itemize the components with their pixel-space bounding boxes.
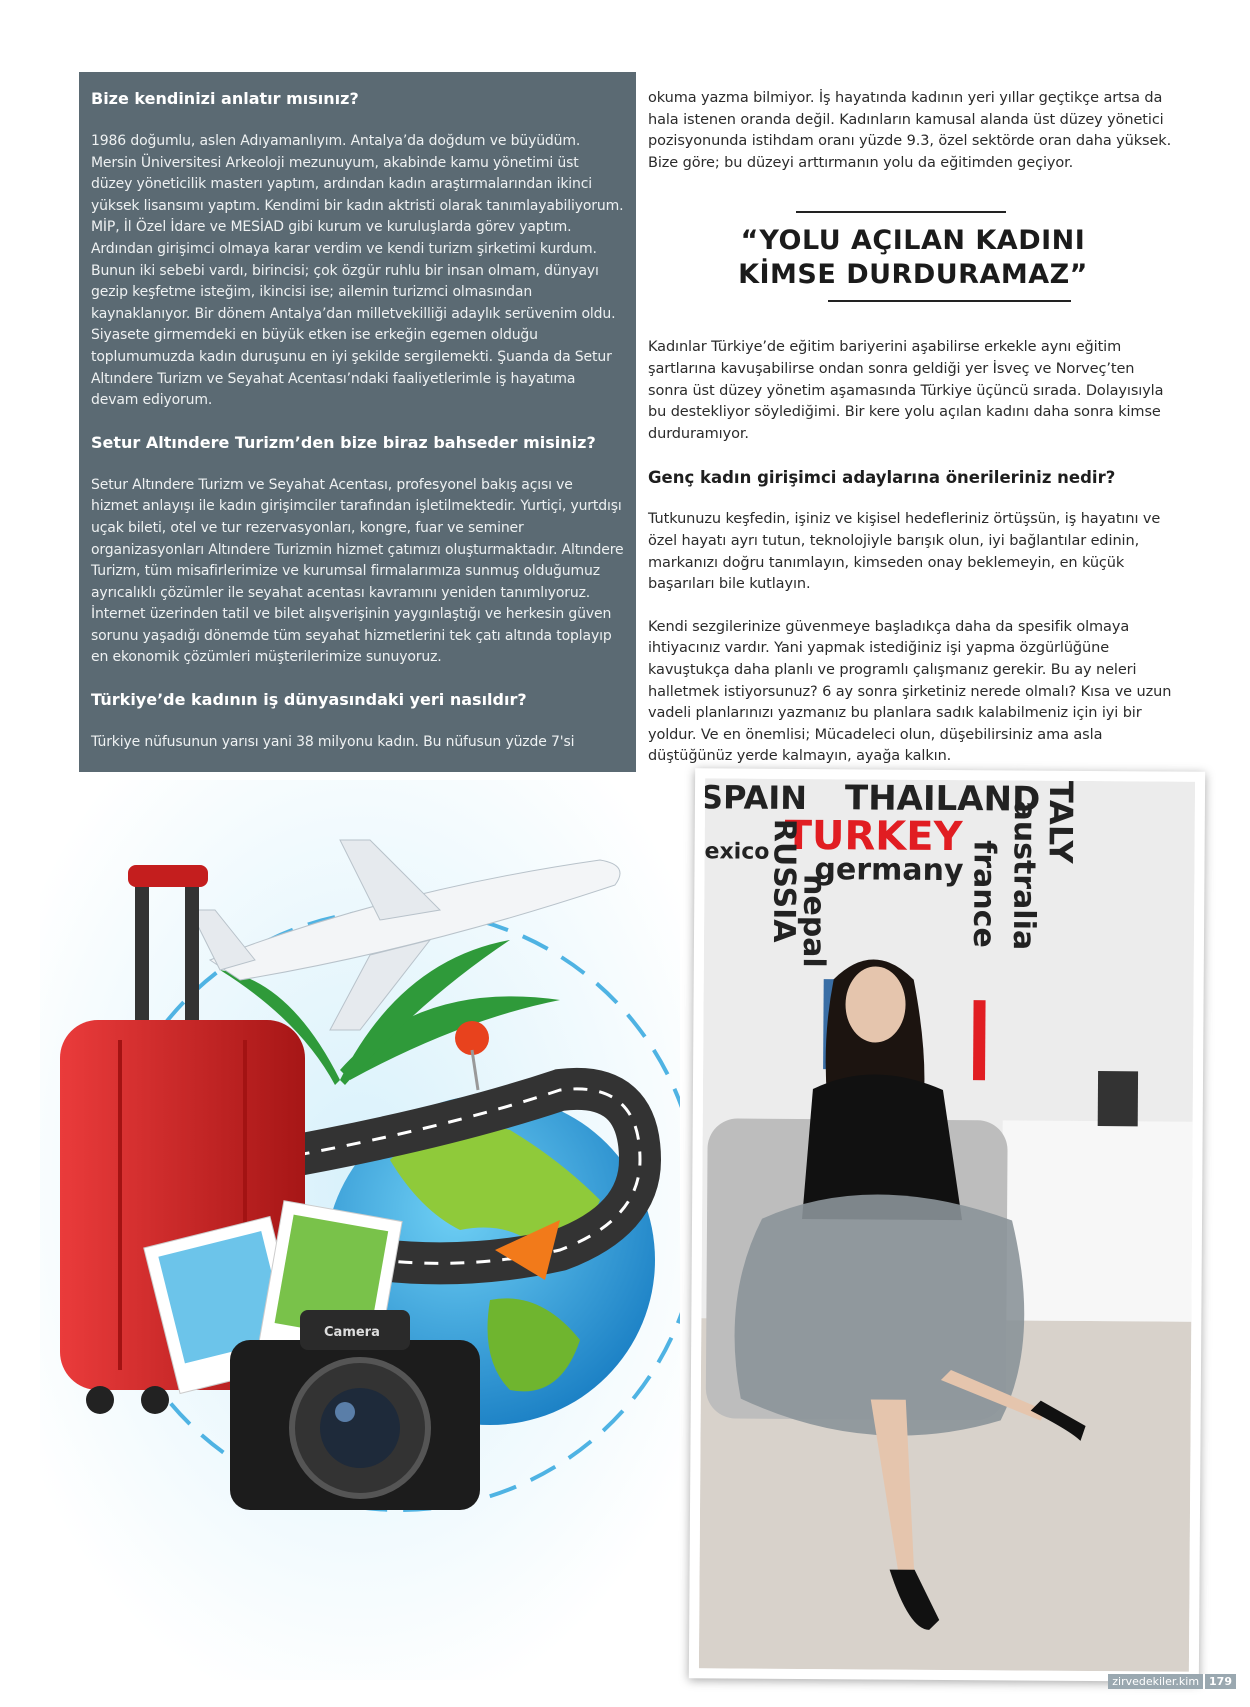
interview-box [79,72,636,772]
quote-rule-bottom [828,300,1071,302]
svg-text:exico: exico [704,839,770,865]
map-pin-icon [455,1021,489,1055]
svg-text:germany: germany [814,852,964,889]
pull-quote [648,196,1178,321]
portrait-photo [699,778,1195,1671]
page-number: 179 [1203,1674,1236,1689]
flag [973,1000,986,1080]
question-heading: Setur Altındere Turizm’den bize biraz bahseder misiniz? [91,432,596,452]
continuation-paragraph: okuma yazma bilmiyor. İş hayatında kadının yeri yıllar geçtikçe artsa da hala istenen oranda değil. Kadınların kamusal alanda üst düzey yönetici pozisyonunda istihdam oranı yüzde 9.3, özel sektörde oran daha yüksek. Bize göre; bu düzeyi arttırmanın yolu da eğitimden geçiyor. [648,90,1172,171]
portrait-photo-frame [689,768,1205,1682]
svg-text:RUSSIA: RUSSIA [765,818,802,943]
answer-paragraph: Setur Altındere Turizm ve Seyahat Acentası, profesyonel bakış açısı ve hizmet anlayışı ile kadın girişimciler tarafından işletilmektedir. Yurtiçi, yurtdışı uçak bileti, otel ve tur rezervasyonları, kongre, fuar ve seminer organizasyonları Altındere Turizmin hizmet çatımızı oluşturmaktadır. Altındere Turizm, tüm misafirlerimize ve kurumsal firmalarımıza sunmuş olduğumuz ayrıcalıklı çözümler ile seyahat acentası kavramını yeniden tanımlıyoruz. İnternet üzerinden tatil ve bilet alışverişinin yaygınlaştığı ve herkesin güven sorunu yaşadığı dönemde tüm seyahat hizmetlerini tek çatı altında toplayıp en ekonomik çözümleri müşterilerimize sunuyoruz. [91,476,624,666]
camera-label: Camera [324,1325,380,1340]
svg-text:THAILAND: THAILAND [844,778,1041,820]
quote-line: “YOLU AÇILAN KADINI [740,225,1086,257]
svg-text:nepal: nepal [795,873,832,968]
quote-line: KİMSE DURDURAMAZ” [738,259,1088,291]
svg-text:SPAIN: SPAIN [699,778,808,818]
site-url: zirvedekiler.kim [1108,1674,1203,1689]
question-heading: Türkiye’de kadının iş dünyasındaki yeri nasıldır? [91,690,527,710]
right-text-column [648,88,1178,768]
desk [1001,1120,1192,1321]
answer-paragraph: 1986 doğumlu, aslen Adıyamanlıyım. Antalya’da doğdum ve büyüdüm. Mersin Üniversitesi Arkeoloji mezunuyum, akabinde kamu yönetimi üst düzey yöneticilik masterı yaptım, ardından kadın araştırmalarından ikinci yüksek lisansımı yaptım. Kendimi bir kadın aktristi olarak tanımlayabiliyorum. MİP, İl Özel İdare ve MESİAD gibi kurum ve kuruluşlarda görev yaptım. Ardından girişimci olmaya karar verdim ve kendi turizm şirketimi kurdum. Bunun iki sebebi vardı, birincisi; çok özgür ruhlu bir insan olmam, dünyayı gezip keşfetme isteğim, ikincisi ise; ailemin turizmci olmasından kaynaklanıyor. Bir dönem Antalya’dan milletvekilliği adaylık serüvenim oldu. Siyasete girmemdeki en büyük etken ise erkeğin egemen olduğu toplumumuzda kadın duruşunu en iyi şekilde sergilemekti. Şuanda da Setur Altındere Turizm ve Seyahat Acentası’ndaki faaliyetlerimle iş hayatıma devam ediyorum. [91,133,624,409]
pen-holder [1098,1071,1138,1126]
svg-text:australia: australia [1005,800,1042,951]
svg-text:france: france [965,840,1002,948]
question-heading: Genç kadın girişimci adaylarına önerileriniz nedir? [648,468,1116,488]
quote-rule-top [796,211,1006,213]
page-footer [1108,1674,1236,1690]
pull-quote-text [648,224,1178,292]
camera-icon [230,1310,480,1510]
answer-paragraph: Tutkunuzu keşfedin, işiniz ve kişisel hedefleriniz örtüşsün, iş hayatını ve özel hayatı ayrı tutun, teknolojiyle barışık olun, iyi bağlantılar edinin, markanızı doğru tanımlayın, kimseden onay beklemeyin, en küçük başarıları bile kutlayın. [648,511,1161,593]
question-heading: Bize kendinizi anlatır mısınız? [91,89,359,108]
svg-text:TALY: TALY [1041,780,1081,864]
answer-paragraph: Kendi sezgilerinize güvenmeye başladıkça daha da spesifik olmaya ihtiyacınız vardır. Yani yapmak istediğiniz işi yapma özgürlüğüne kavuştukça daha planlı ve programlı çalışmanız gerekir. Bu ay neleri halletmek istiyorsunuz? 6 ay sonra şirketiniz nerede olmalı? Kısa ve uzun vadeli planlarınızı yazmanız bu planlara sadık kalabilmeniz için iyi bir yoldur. Ve en önemlisi; Mücadeleci olun, düşebilirsiniz ama asla düştüğünüz yerde kalmayın, ayağa kalkın. [648,618,1172,765]
travel-illustration [40,780,680,1680]
body-paragraph: Kadınlar Türkiye’de eğitim bariyerini aşabilirse erkekle aynı eğitim şartlarına kavuşabilirse ondan sonra geldiği yer İsveç ve Norveç’ten sonra üst düzey yönetim aşamasında Türkiye üçüncü sırada. Dolayısıyla bu destekliyor söylediğimi. Bir kere yolu açılan kadını daha sonra kimse durduramıyor. [648,339,1164,442]
answer-paragraph: Türkiye nüfusunun yarısı yani 38 milyonu kadın. Bu nüfusun yüzde 7'si [91,734,575,751]
svg-text:TURKEY: TURKEY [784,812,963,861]
